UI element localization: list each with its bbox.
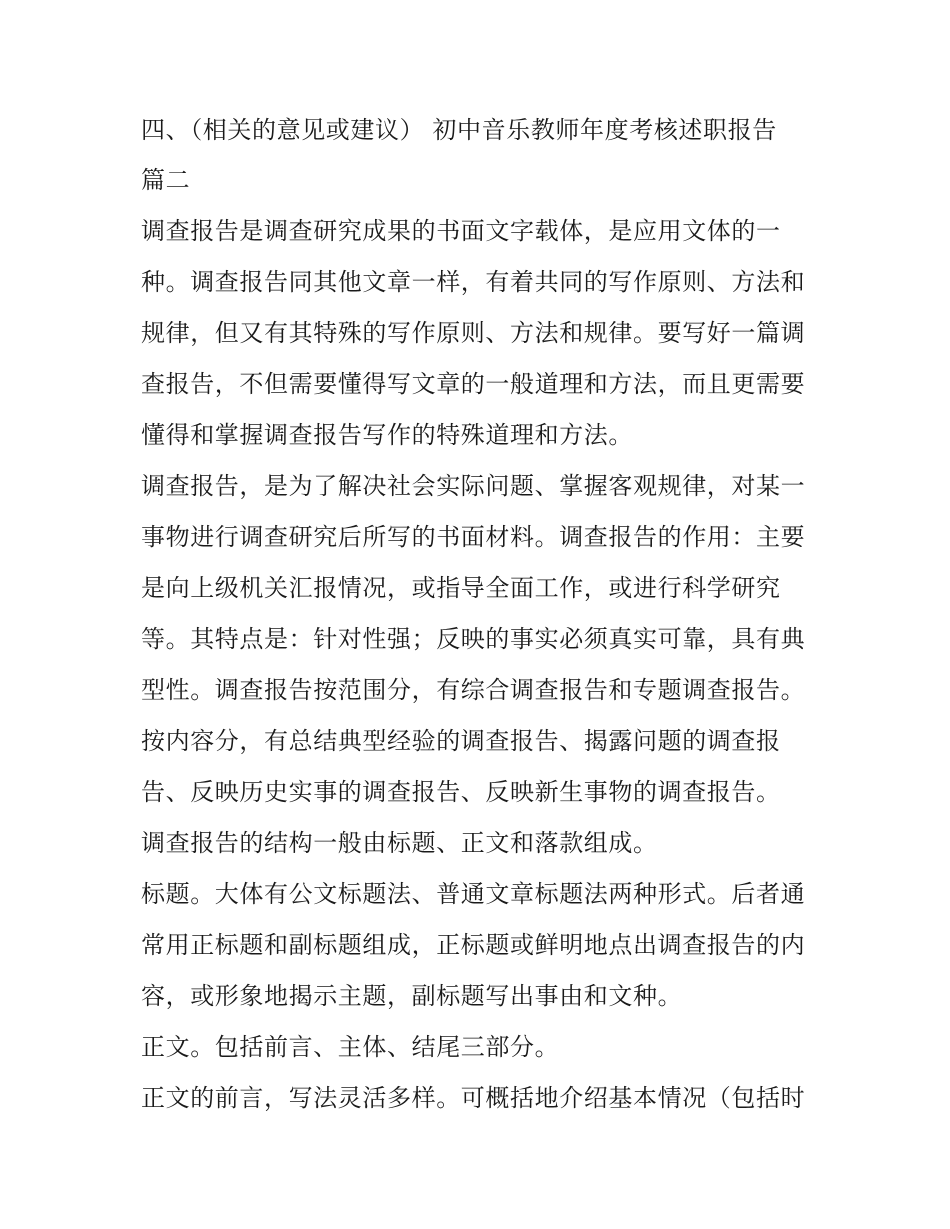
text-line-18: 容，或形象地揭示主题，副标题写出事由和文种。: [141, 982, 683, 1010]
text-line-15: 调查报告的结构一般由标题、正文和落款组成。: [141, 829, 658, 857]
text-line-16: 标题。大体有公文标题法、普通文章标题法两种形式。后者通: [141, 880, 806, 908]
text-line-3: 调查报告是调查研究成果的书面文字载体，是应用文体的一: [141, 217, 781, 245]
text-line-9: 事物进行调查研究后所写的书面材料。调查报告的作用：主要: [141, 523, 806, 551]
text-line-19: 正文。包括前言、主体、结尾三部分。: [141, 1033, 560, 1061]
text-line-10: 是向上级机关汇报情况，或指导全面工作，或进行科学研究: [141, 574, 781, 602]
text-line-2: 篇二: [141, 166, 191, 194]
text-line-5: 规律，但又有其特殊的写作原则、方法和规律。要写好一篇调: [141, 319, 806, 347]
text-line-20: 正文的前言，写法灵活多样。可概括地介绍基本情况（包括时: [141, 1084, 806, 1112]
text-line-13: 按内容分，有总结典型经验的调查报告、揭露问题的调查报: [141, 727, 781, 755]
text-line-14: 告、反映历史实事的调查报告、反映新生事物的调查报告。: [141, 778, 781, 806]
text-line-4: 种。调查报告同其他文章一样，有着共同的写作原则、方法和: [141, 268, 806, 296]
text-line-12: 型性。调查报告按范围分，有综合调查报告和专题调查报告。: [141, 676, 806, 704]
text-line-8: 调查报告，是为了解决社会实际问题、掌握客观规律，对某一: [141, 472, 806, 500]
text-line-17: 常用正标题和副标题组成，正标题或鲜明地点出调查报告的内: [141, 931, 806, 959]
text-line-7: 懂得和掌握调查报告写作的特殊道理和方法。: [141, 421, 633, 449]
text-line-1: 四、（相关的意见或建议） 初中音乐教师年度考核述职报告: [141, 116, 777, 144]
text-line-6: 查报告，不但需要懂得写文章的一般道理和方法，而且更需要: [141, 370, 806, 398]
text-line-11: 等。其特点是：针对性强；反映的事实必须真实可靠，具有典: [141, 625, 806, 653]
